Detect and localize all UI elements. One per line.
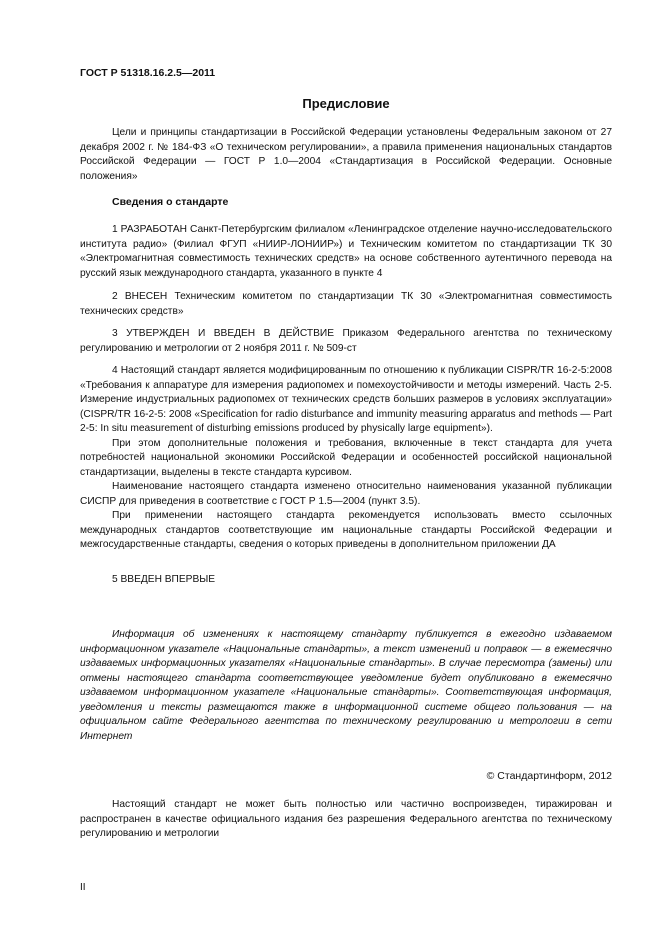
- info-heading: Сведения о стандарте: [112, 196, 229, 208]
- item-4-paragraph-1: 4 Настоящий стандарт является модифицированным по отношению к публикации CISPR/TR 16-2-5:2008 «Требования к аппаратуре для измерения радиопомех и помехоустойчивости и методы измерений. Часть 2-5. Измерение индустриальных радиопомех от технических средств больших размеров в условиях эксплуатации» (CISPR/TR 16-2-5: 2008 «Specification for radio disturbance and immunity measuring apparatus and methods — Part 2-5: In situ measurement of disturbing emissions produced by physically large equipment»).: [80, 365, 612, 434]
- item-5-text: 5 ВВЕДЕН ВПЕРВЫЕ: [112, 574, 216, 585]
- changes-notice: [80, 628, 612, 744]
- item-2: [80, 290, 612, 319]
- item-4-paragraph-3: Наименование настоящего стандарта изменено относительно наименования указанной публикации СИСПР для приведения в соответствие с ГОСТ Р 1.5—2004 (пункт 3.5).: [80, 481, 612, 507]
- changes-notice-text: Информация об изменениях к настоящему стандарту публикуется в ежегодно издаваемом информационном указателе «Национальные стандарты», а текст изменений и поправок — в ежемесячно издаваемых информационных указателях «Национальные стандарты». В случае пересмотра (замены) или отмены настоящего стандарта соответствующее уведомление будет опубликовано в ежемесячно издаваемом информационном указателе «Национальные стандарты». Соответствующая информация, уведомления и тексты размещаются также в информационной системе общего пользования — на официальном сайте Федерального агентства по техническому регулированию и метрологии в сети Интернет: [80, 629, 612, 742]
- item-2-text: 2 ВНЕСЕН Техническим комитетом по стандартизации ТК 30 «Электромагнитная совместимость технических средств»: [80, 291, 612, 317]
- item-1: [80, 223, 612, 281]
- reproduction-notice: [80, 798, 612, 842]
- item-3: [80, 327, 612, 356]
- document-code: ГОСТ Р 51318.16.2.5—2011: [80, 67, 216, 79]
- item-4-paragraph-2: При этом дополнительные положения и требования, включенные в текст стандарта для учета потребностей национальной экономики Российской Федерации и особенностей российской национальной стандартизации, выделены в тексте стандарта курсивом.: [80, 437, 612, 478]
- intro-paragraph: [80, 126, 612, 184]
- item-4-paragraph-4: При применении настоящего стандарта рекомендуется использовать вместо ссылочных международных стандартов соответствующие им национальные стандарты Российской Федерации и межгосударственные стандарты, сведения о которых приведены в дополнительном приложении ДА: [80, 510, 612, 550]
- item-3-text: 3 УТВЕРЖДЕН И ВВЕДЕН В ДЕЙСТВИЕ Приказом Федерального агентства по техническому регулированию и метрологии от 2 ноября 2011 г. № 509-ст: [80, 328, 612, 354]
- page-title: Предисловие: [302, 96, 390, 111]
- page-number: II: [80, 882, 86, 893]
- copyright-line: © Стандартинформ, 2012: [486, 770, 612, 782]
- item-4: [80, 364, 612, 553]
- intro-text: Цели и принципы стандартизации в Российской Федерации установлены Федеральным законом от 27 декабря 2002 г. № 184-ФЗ «О техническом регулировании», а правила применения национальных стандартов Российской Федерации — ГОСТ Р 1.0—2004 «Стандартизация в Российской Федерации. Основные положения»: [80, 127, 612, 182]
- item-5: [80, 573, 612, 588]
- reproduction-notice-text: Настоящий стандарт не может быть полностью или частично воспроизведен, тиражирован и распространен в качестве официального издания без разрешения Федерального агентства по техническому регулированию и метрологии: [80, 799, 612, 839]
- item-1-text: 1 РАЗРАБОТАН Санкт-Петербургским филиалом «Ленинградское отделение научно-исследовательского института радио» (Филиал ФГУП «НИИР-ЛОНИИР») и Техническим комитетом по стандартизации ТК 30 «Электромагнитная совместимость технических средств» на основе собственного аутентичного перевода на русский язык международного стандарта, указанного в пункте 4: [80, 224, 612, 279]
